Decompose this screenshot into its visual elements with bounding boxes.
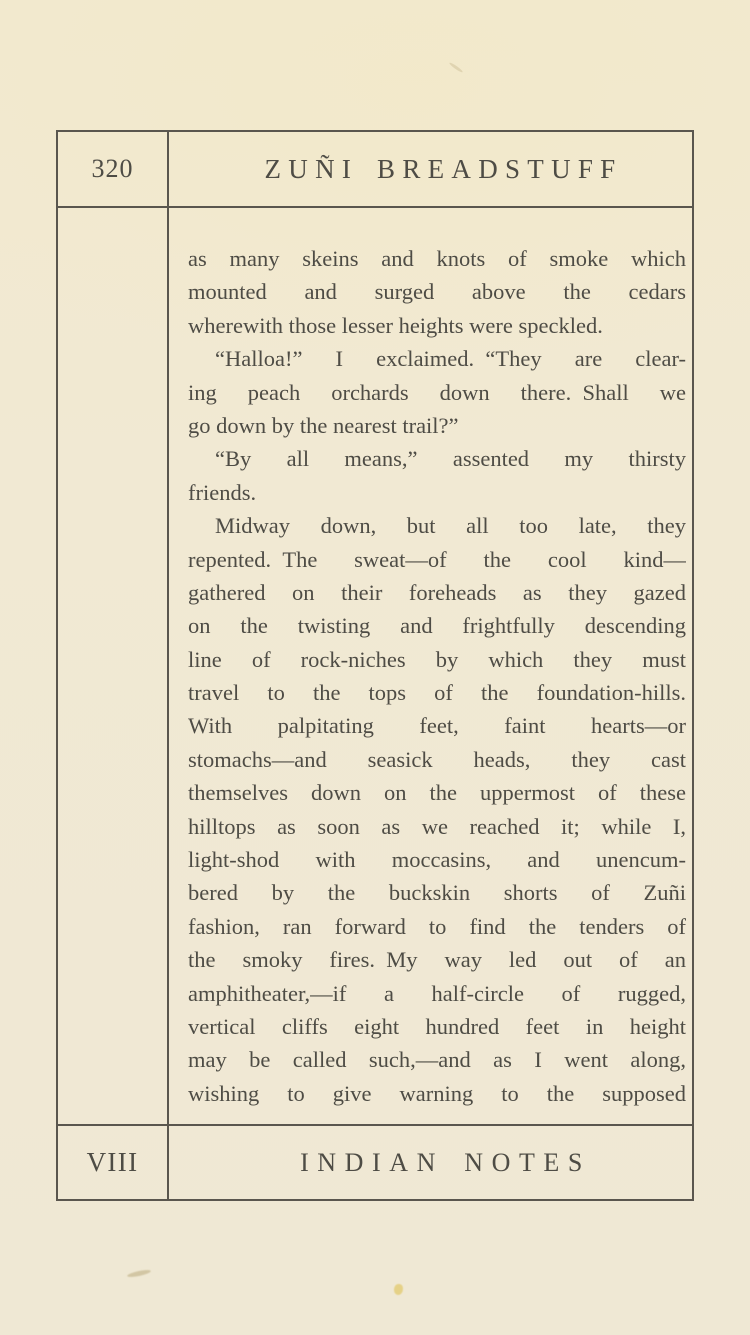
text-line: travel to the tops of the foundation-hills. [188,680,686,706]
page-rule-frame [56,130,694,1201]
text-line: friends. [188,479,257,505]
paper-fiber-speck [394,1284,403,1295]
text-line: mounted and surged above the cedars [188,279,686,305]
paper-smudge-mark [127,1269,152,1279]
text-line: repented. The sweat—of the cool kind— [188,546,686,572]
text-line: ing peach orchards down there. Shall we [188,379,686,405]
volume-number-cell [58,1126,169,1199]
text-line: stomachs—and seasick heads, they cast [188,746,686,772]
text-line: amphitheater,—if a half-circle of rugged, [188,980,686,1006]
text-line: With palpitating feet, faint hearts—or [188,713,686,739]
page-number: 320 [91,154,134,183]
text-line: “By all means,” assented my thirsty [215,446,686,472]
text-line: hilltops as soon as we reached it; while I, [188,813,686,839]
text-line: the smoky fires. My way led out of an [188,947,686,973]
text-line: wherewith those lesser heights were speckled. [188,312,603,338]
page-body-row [58,208,692,1124]
running-header [58,132,692,208]
text-line: Midway down, but all too late, they [215,513,686,539]
text-line: line of rock-niches by which they must [188,646,686,672]
text-line: gathered on their foreheads as they gazed [188,579,686,605]
text-line: go down by the nearest trail?” [188,412,459,438]
text-line: themselves down on the uppermost of these [188,780,686,806]
text-line: as many skeins and knots of smoke which [188,246,686,271]
paper-scratch-mark [449,62,464,74]
book-title: ZUÑI BREADSTUFF [264,153,623,184]
running-footer [58,1124,692,1199]
text-line: “Halloa!” I exclaimed. “They are clear- [215,346,686,372]
page-number-cell [58,132,169,206]
left-margin-cell [58,208,169,1124]
text-line: fashion, ran forward to find the tenders of [188,913,686,939]
text-line: wishing to give warning to the supposed [188,1080,686,1106]
text-line: vertical cliffs eight hundred feet in height [188,1013,686,1039]
journal-title: INDIAN NOTES [300,1147,591,1177]
text-line: on the twisting and frightfully descending [188,613,686,639]
text-line: light-shod with moccasins, and unencum- [188,847,686,873]
text-line: bered by the buckskin shorts of Zuñi [188,880,686,906]
journal-cell [169,1126,692,1199]
volume-number: VIII [86,1147,139,1177]
text-line: may be called such,—and as I went along, [188,1047,686,1073]
page-body-text [169,208,692,1124]
title-cell [169,132,692,206]
